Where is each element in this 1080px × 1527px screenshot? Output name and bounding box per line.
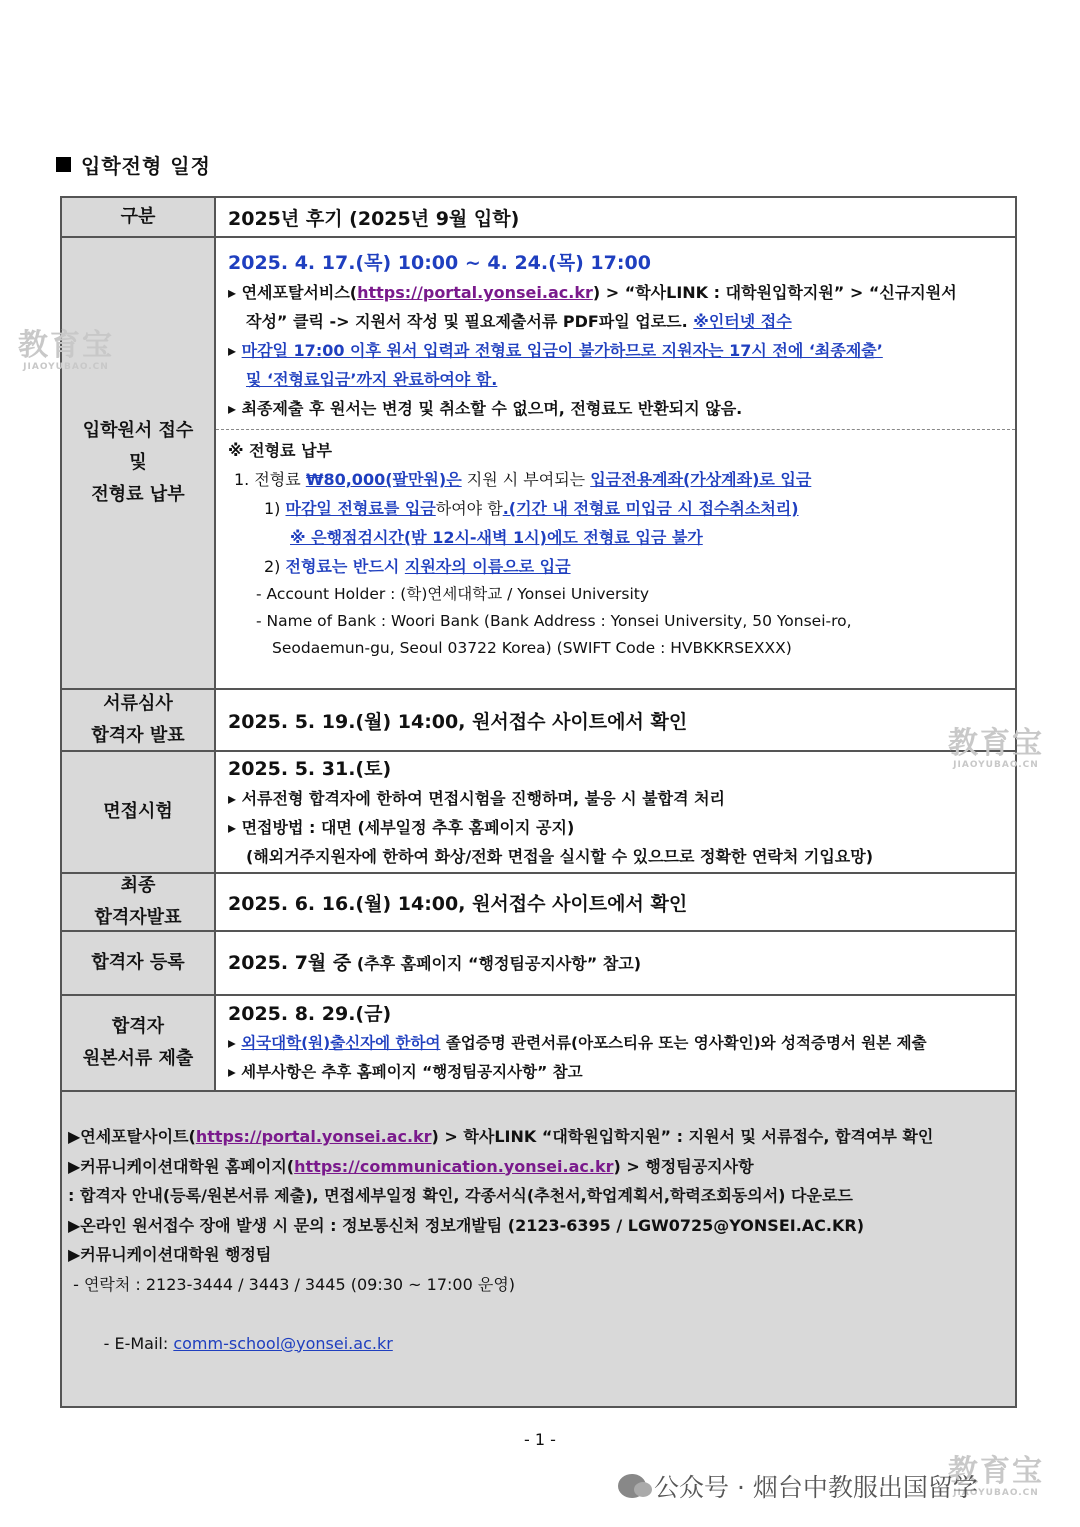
originals-row	[62, 996, 1015, 1092]
label-line: 합격자	[111, 1016, 165, 1037]
register-note: (추후 홈페이지 “행정팀공지사항” 참고)	[351, 953, 642, 973]
watermark-text: 教育宝	[18, 328, 114, 363]
text: ▶연세포탈사이트(	[68, 1127, 196, 1146]
table-header-row	[62, 198, 1015, 238]
divider	[216, 429, 1015, 430]
final-value: 2025. 6. 16.(월) 14:00, 원서접수 사이트에서 확인	[228, 892, 688, 915]
interview-row	[62, 752, 1015, 874]
wechat-icon	[618, 1474, 646, 1498]
text: - E-Mail:	[98, 1333, 174, 1353]
application-line	[228, 278, 1015, 307]
text: 지원 시 부여되는	[461, 470, 591, 489]
fee-title: ※ 전형료 납부	[228, 441, 332, 460]
section-title	[56, 150, 211, 179]
label-line: 서류심사	[103, 693, 173, 714]
final-label	[62, 874, 216, 930]
text: ) > 행정팀공지사항	[613, 1156, 754, 1176]
portal-link[interactable]: https://portal.yonsei.ac.kr	[195, 1127, 432, 1146]
text: ▸	[228, 341, 242, 360]
text: 전형료는 반드시	[285, 557, 405, 576]
interview-value	[216, 752, 1015, 872]
text: 작성” 클릭 -> 지원서 작성 및 필요제출서류 PDF파일 업로드.	[246, 312, 694, 331]
contact-box	[62, 1092, 1015, 1406]
originals-date: 2025. 8. 29.(금)	[228, 1003, 392, 1025]
interview-label: 면접시험	[62, 752, 216, 872]
watermark-sub: JIAOYUBAO.CN	[953, 1488, 1039, 1498]
internet-notice: ※인터넷 접수	[693, 312, 792, 331]
doc-result-label	[62, 690, 216, 750]
square-bullet-icon	[56, 157, 71, 172]
bank-address: Seodaemun-gu, Seoul 03722 Korea) (SWIFT Code : HVBKKRSEXXX)	[272, 639, 792, 657]
application-label-line: 입학원서 접수	[82, 420, 194, 441]
register-value	[216, 932, 1015, 994]
text: 2)	[264, 557, 286, 576]
bank-maintenance-note: ※ 은행점검시간(밤 12시-새벽 1시)에도 전형료 입금 불가	[290, 528, 703, 547]
interview-date: 2025. 5. 31.(토)	[228, 757, 392, 780]
application-label-line: 및	[129, 452, 147, 473]
applicant-name-note: 지원자의 이름으로 입금	[404, 557, 571, 576]
foreign-grad-note: 외국대학(원)출신자에 한하여	[241, 1034, 441, 1052]
contact-email	[68, 1299, 1015, 1388]
originals-value	[216, 996, 1015, 1090]
label-line: 최종	[120, 875, 156, 896]
footer-line	[68, 1152, 1015, 1182]
text: 1. 전형료	[234, 470, 306, 489]
label-line: 원본서류 제출	[82, 1048, 194, 1069]
wechat-caption	[618, 1468, 978, 1504]
footer-line: ▶커뮤니케이션대학원 행정팀	[68, 1245, 272, 1264]
application-line	[228, 307, 1015, 336]
schedule-table	[60, 196, 1017, 1408]
register-row	[62, 932, 1015, 996]
header-label: 구분	[62, 198, 216, 236]
fee-deadline: 마감일 전형료를 입금	[285, 499, 436, 518]
text: ) > “학사LINK : 대학원입학지원” > “신규지원서	[592, 283, 957, 302]
fee-amount: ₩80,000(팔만원)은	[305, 470, 462, 489]
watermark-text: 教育宝	[948, 726, 1044, 761]
text: 하여야 함	[435, 499, 503, 518]
section-title-text: 입학전형 일정	[81, 154, 211, 178]
interview-line: ▸ 면접방법 : 대면 (세부일정 추후 홈페이지 공지)	[228, 817, 575, 837]
application-period: 2025. 4. 17.(목) 10:00 ~ 4. 24.(목) 17:00	[228, 252, 651, 274]
watermark-sub: JIAOYUBAO.CN	[23, 362, 109, 372]
fee-line	[228, 465, 1015, 494]
footer-line: : 합격자 안내(등록/원본서류 제출), 면접세부일정 확인, 각종서식(추천서,학업계획서,학력조회동의서) 다운로드	[68, 1186, 853, 1205]
final-row	[62, 874, 1015, 932]
text: ▶커뮤니케이션대학원 홈페이지(	[68, 1156, 295, 1176]
fee-line	[228, 494, 1015, 523]
contact-phone: - 연락처 : 2123-3444 / 3443 / 3445 (09:30 ~ 17:00 운영)	[68, 1274, 516, 1294]
page-number: - 1 -	[524, 1430, 556, 1449]
text: ▸ 연세포탈서비스(	[228, 283, 358, 302]
application-row	[62, 238, 1015, 690]
application-line	[228, 336, 1015, 365]
deadline-notice-cont: 및 ‘전형료입금’까지 완료하여야 함.	[246, 370, 498, 389]
text: ▸	[228, 1034, 242, 1052]
label-line: 합격자발표	[94, 907, 182, 928]
account-holder: - Account Holder : (학)연세대학교 / Yonsei University	[256, 585, 650, 603]
footer-line: ▶온라인 원서접수 장애 발생 시 문의 : 정보통신처 정보개발팀 (2123-6395 / LGW0725@YONSEI.AC.KR)	[68, 1215, 865, 1235]
email-link[interactable]: comm-school@yonsei.ac.kr	[173, 1333, 393, 1353]
application-label-line: 전형료 납부	[91, 484, 185, 505]
watermark-sub: JIAOYUBAO.CN	[953, 760, 1039, 770]
fee-line	[228, 552, 1015, 581]
label-line: 합격자 발표	[91, 725, 185, 746]
register-label: 합격자 등록	[62, 932, 216, 994]
wechat-caption-text: 公众号 · 烟台中教服出国留学	[654, 1473, 978, 1502]
watermark	[948, 728, 1044, 770]
register-date: 2025. 7월 중	[228, 951, 352, 974]
doc-result-value: 2025. 5. 19.(월) 14:00, 원서접수 사이트에서 확인	[228, 710, 688, 733]
interview-line: ▸ 서류전형 합격자에 한하여 면접시험을 진행하며, 불응 시 불합격 처리	[228, 788, 726, 808]
watermark-text: 教育宝	[948, 1454, 1044, 1489]
no-refund-notice: ▸ 최종제출 후 원서는 변경 및 취소할 수 없으며, 전형료도 반환되지 않음.	[228, 399, 743, 418]
virtual-account: 입금전용계좌(가상계좌)로 입금	[590, 470, 812, 489]
originals-line	[228, 1029, 1015, 1058]
text: 졸업증명 관련서류(아포스티유 또는 영사확인)와 성적증명서 원본 제출	[440, 1034, 927, 1052]
footer-line	[68, 1122, 1015, 1152]
portal-link[interactable]: https://portal.yonsei.ac.kr	[357, 283, 593, 302]
application-value	[216, 238, 1015, 688]
doc-result-row	[62, 690, 1015, 752]
fee-cancel: .(기간 내 전형료 미입금 시 접수취소처리)	[502, 499, 799, 518]
interview-line: (해외거주지원자에 한하여 화상/전화 면접을 실시할 수 있으므로 정확한 연락처 기입요망)	[246, 846, 874, 866]
application-label	[62, 238, 216, 688]
watermark	[18, 330, 114, 372]
text: ) > 학사LINK “대학원입학지원” : 지원서 및 서류접수, 합격여부 확인	[431, 1127, 934, 1146]
homepage-link[interactable]: https://communication.yonsei.ac.kr	[294, 1156, 614, 1176]
originals-label	[62, 996, 216, 1090]
deadline-notice: 마감일 17:00 이후 원서 입력과 전형료 입금이 불가하므로 지원자는 17시 전에 ‘최종제출’	[241, 341, 883, 360]
header-value: 2025년 후기 (2025년 9월 입학)	[228, 207, 520, 230]
text: 1)	[264, 499, 286, 518]
bank-name: - Name of Bank : Woori Bank (Bank Address : Yonsei University, 50 Yonsei-ro,	[256, 612, 852, 630]
originals-line: ▸ 세부사항은 추후 홈페이지 “행정팀공지사항” 참고	[228, 1063, 583, 1081]
